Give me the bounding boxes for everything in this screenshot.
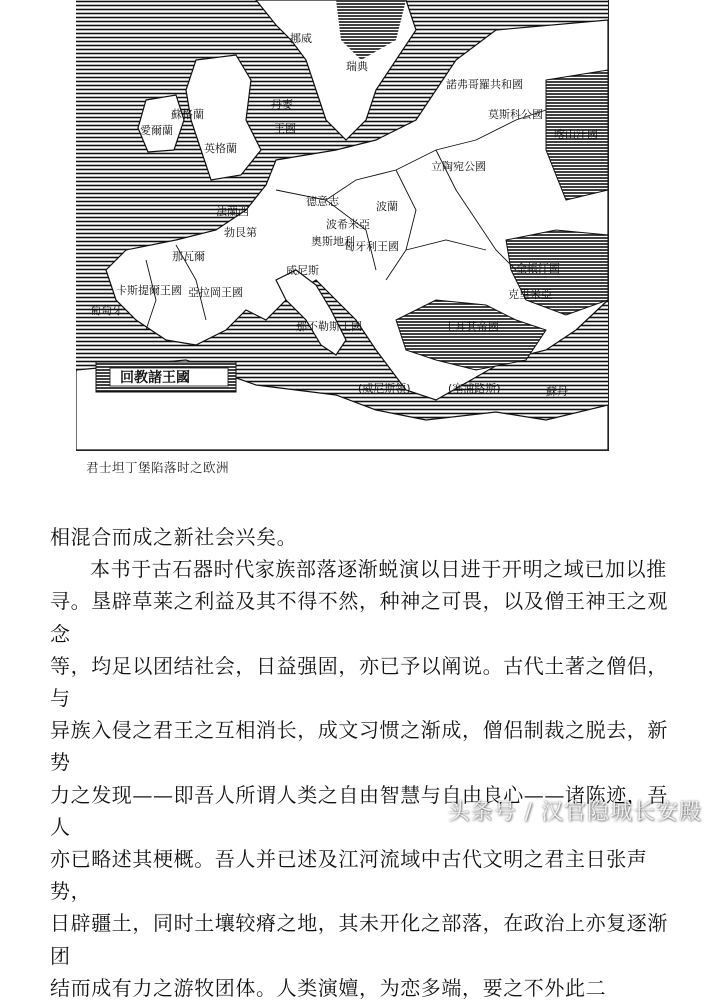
label-crete: (威尼斯領) bbox=[358, 382, 411, 395]
label-castile: 卡斯提爾王國 bbox=[116, 284, 182, 297]
map-caption: 君士坦丁堡陷落时之欧洲 bbox=[86, 460, 230, 475]
text-line: 本书于古石器时代家族部落逐渐蜕演以日进于开明之域已加以推 bbox=[90, 557, 667, 582]
text-line: 寻。垦辟草莱之利益及其不得不然，种神之可畏，以及僧王神王之观念 bbox=[50, 589, 668, 646]
historical-map bbox=[76, 0, 609, 451]
label-moscow: 莫斯科公國 bbox=[488, 108, 543, 121]
label-navarre: 那瓦爾 bbox=[172, 250, 205, 263]
label-sweden: 瑞典 bbox=[346, 60, 368, 73]
label-portugal: 葡萄牙 bbox=[90, 304, 123, 317]
map-graphic bbox=[76, 0, 608, 450]
body-text bbox=[50, 521, 670, 1004]
label-golden-horde: 金帳汗國 bbox=[516, 262, 560, 275]
label-denmark: 丹麥 bbox=[271, 98, 293, 111]
label-france: 法蘭西 bbox=[216, 205, 249, 218]
text-line: 等，均足以团结社会，日益强固，亦已予以阐说。古代土著之僧侣，与 bbox=[50, 653, 668, 711]
label-austria: 奧斯地利 bbox=[311, 235, 355, 248]
text-line: 结而成有力之游牧团体。人类演嬗，为恋多端，要之不外此二 bbox=[50, 975, 607, 1000]
label-hungary: 匈牙利王國 bbox=[344, 240, 399, 253]
label-germany: 德意志 bbox=[306, 195, 339, 208]
label-granada: 回教諸王國 bbox=[120, 370, 190, 386]
label-poland: 波蘭 bbox=[376, 200, 398, 213]
label-sultan: 蘇丹 bbox=[546, 385, 568, 398]
label-novgorod: 諾弗哥羅共和國 bbox=[446, 78, 523, 91]
label-england: 英格蘭 bbox=[204, 142, 237, 155]
text-line: 异族入侵之君王之互相消长，成文习惯之渐成，僧侣制裁之脱去，新势 bbox=[50, 718, 668, 775]
label-norway: 挪威 bbox=[290, 32, 312, 45]
watermark: 头条号 / 汉官隐城长安殿 bbox=[447, 800, 702, 825]
label-kingdom: 王國 bbox=[274, 122, 296, 135]
label-turkey: 土耳其帝國 bbox=[444, 320, 499, 333]
text-line: 相混合而成之新社会兴矣。 bbox=[50, 525, 298, 549]
text-line: 日辟疆土，同时土壤较瘠之地，其未开化之部落，在政治上亦复逐渐团 bbox=[50, 911, 668, 968]
text-line: 亦已略述其梗概。吾人并已述及江河流域中古代文明之君主日张声势， bbox=[50, 847, 648, 904]
label-cyprus: (塞浦路斯) bbox=[448, 382, 501, 395]
label-crimea: 克里米亞 bbox=[508, 288, 552, 301]
label-lithuania: 立陶宛公國 bbox=[431, 160, 486, 173]
label-naples: 那不勒斯王國 bbox=[296, 320, 362, 333]
label-scotland: 蘇格蘭 bbox=[171, 108, 204, 121]
label-venice: 威尼斯 bbox=[286, 264, 319, 277]
text-line: 力之发现——即吾人所谓人类之自由智慧与自由良心——诸陈迹，吾人 bbox=[50, 782, 668, 839]
label-bohemia: 波希米亞 bbox=[326, 218, 370, 231]
label-ireland: 愛爾蘭 bbox=[140, 124, 173, 137]
label-kazan: 喀山汗國 bbox=[554, 128, 598, 141]
label-burgundy: 勃艮第 bbox=[224, 226, 257, 239]
label-aragon: 亞拉岡王國 bbox=[188, 286, 243, 299]
